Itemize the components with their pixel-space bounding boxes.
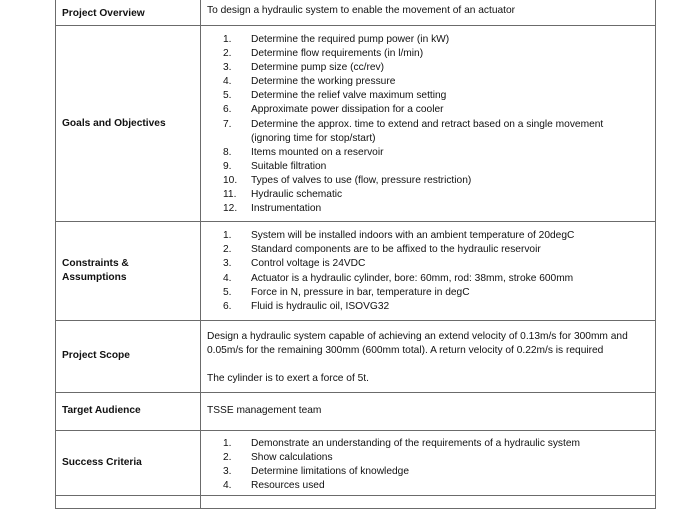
project-overview-text: To design a hydraulic system to enable the movement of an actuator [201,0,656,26]
list-item: 1. System will be installed indoors with an ambient temperature of 20degC [223,230,575,242]
row-target-audience [56,392,656,430]
list-item: 8. Items mounted on a reservoir [223,146,384,158]
label-constraints-assumptions: Constraints & Assumptions [56,222,201,321]
list-item: 2. Standard components are to be affixed to the hydraulic reservoir [223,244,541,256]
row-goals-objectives [56,26,656,222]
list-item: 6. Fluid is hydraulic oil, ISOVG32 [223,300,390,312]
list-item: 5. Force in N, pressure in bar, temperature in degC [223,286,470,298]
goals-list [207,33,649,216]
list-item: 4. Resources used [223,480,325,492]
row-constraints-assumptions [56,222,656,321]
scope-paragraph-line2: 0.05m/s for the remaining 300mm (600mm total). A return velocity of 0.22m/s is required [207,344,604,356]
success-list-cell [201,430,656,495]
list-item: 5. Determine the relief valve maximum setting [223,90,447,102]
project-charter-table [55,0,656,509]
label-project-scope: Project Scope [56,320,201,392]
list-item: 6. Approximate power dissipation for a cooler [223,104,444,116]
list-item: 2. Show calculations [223,451,333,463]
list-item: 3. Control voltage is 24VDC [223,258,366,270]
constraints-list-cell [201,222,656,321]
target-audience-text: TSSE management team [201,392,656,430]
row-project-scope [56,320,656,392]
list-item: 12. Instrumentation [223,203,322,215]
list-item: 2. Determine flow requirements (in l/min) [223,48,424,60]
list-item: 11. Hydraulic schematic [223,189,343,201]
list-item: 1. Determine the required pump power (in kW) [223,34,450,45]
scope-paragraph-force: The cylinder is to exert a force of 5t. [207,372,369,384]
constraints-list [207,229,649,314]
success-list [207,437,649,493]
list-item: 10. Types of valves to use (flow, pressure restriction) [223,174,472,186]
next-content-cell [201,496,656,509]
scope-paragraph-line1: Design a hydraulic system capable of achieving an extend velocity of 0.13m/s for 300mm and [207,330,628,342]
list-item: 4. Determine the working pressure [223,76,396,88]
list-item: 1. Demonstrate an understanding of the requirements of a hydraulic system [223,437,581,449]
list-item: 3. Determine pump size (cc/rev) [223,62,385,74]
label-target-audience: Target Audience [56,392,201,430]
list-item: 4. Actuator is a hydraulic cylinder, bore: 60mm, rod: 38mm, stroke 600mm [223,272,574,284]
next-label-cell [56,496,201,509]
label-project-overview: Project Overview [56,0,201,26]
row-success-criteria [56,430,656,495]
list-item: 9. Suitable filtration [223,160,327,172]
goals-list-cell [201,26,656,222]
row-project-overview [56,0,656,26]
list-item: 3. Determine limitations of knowledge [223,465,409,477]
label-success-criteria: Success Criteria [56,430,201,495]
row-next-partial [56,496,656,509]
list-item: 7. Determine the approx. time to extend and retract based on a single movement (ignoring time for stop/start) [223,118,604,144]
project-scope-cell [201,320,656,392]
label-goals-objectives: Goals and Objectives [56,26,201,222]
